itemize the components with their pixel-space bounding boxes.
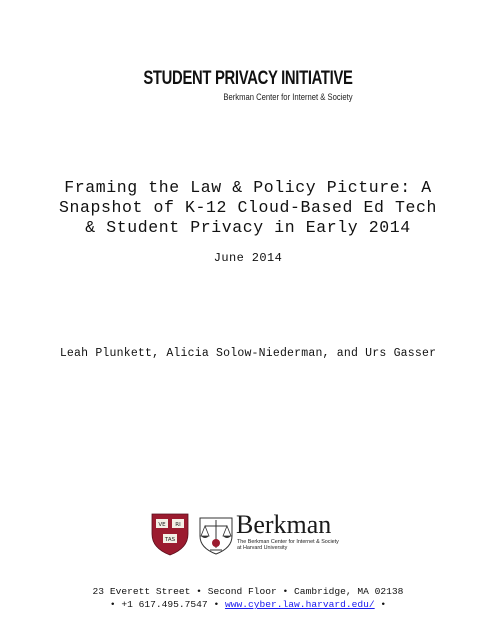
initiative-subtitle: Berkman Center for Internet & Society bbox=[223, 92, 353, 102]
footer-phone: • +1 617.495.7547 • bbox=[109, 599, 225, 610]
title-line: Framing the Law & Policy Picture: A bbox=[64, 178, 432, 197]
publication-date: June 2014 bbox=[213, 251, 283, 265]
shield-text: VE bbox=[158, 522, 166, 528]
website-link[interactable]: www.cyber.law.harvard.edu/ bbox=[224, 599, 375, 610]
shield-text: RI bbox=[175, 522, 181, 528]
footer-contact-line bbox=[0, 598, 496, 611]
harvard-shield-logo bbox=[150, 512, 190, 556]
footer-suffix: • bbox=[374, 599, 387, 610]
berkman-subtitle bbox=[237, 539, 339, 552]
title-line: Snapshot of K-12 Cloud-Based Ed Tech bbox=[58, 198, 438, 217]
berkman-scales-logo bbox=[196, 514, 236, 556]
authors: Leah Plunkett, Alicia Solow-Niederman, and Urs Gasser bbox=[59, 347, 437, 360]
berkman-name: Berkman bbox=[236, 510, 332, 539]
logo-block bbox=[150, 512, 360, 558]
footer-contact bbox=[0, 585, 496, 611]
document-title bbox=[0, 178, 496, 238]
initiative-header bbox=[0, 68, 496, 102]
footer-address: 23 Everett Street • Second Floor • Cambridge, MA 02138 bbox=[92, 586, 404, 597]
title-line: & Student Privacy in Early 2014 bbox=[85, 218, 411, 237]
shield-text: TAS bbox=[164, 537, 176, 543]
initiative-title: STUDENT PRIVACY INITIATIVE bbox=[143, 68, 353, 89]
berkman-subtitle-line: The Berkman Center for Internet & Society bbox=[237, 539, 339, 545]
berkman-subtitle-line: at Harvard University bbox=[237, 545, 288, 552]
